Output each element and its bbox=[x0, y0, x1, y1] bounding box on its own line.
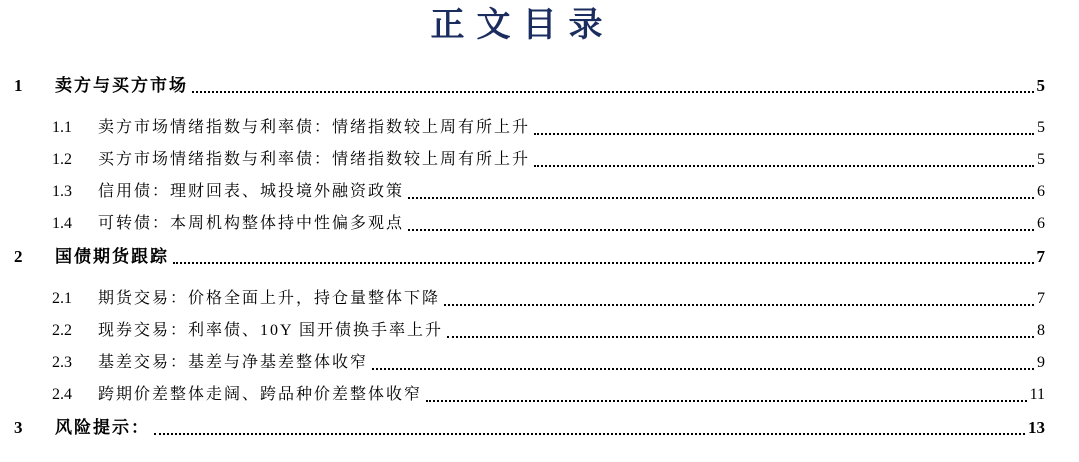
dot-leader bbox=[154, 433, 1025, 435]
toc-entry-label: 风险提示： bbox=[55, 418, 150, 437]
toc-entry-number: 1.1 bbox=[52, 119, 72, 136]
toc-entry-page: 7 bbox=[1037, 290, 1045, 307]
toc-entry-label: 卖方与买方市场 bbox=[55, 76, 188, 95]
dot-leader bbox=[408, 229, 1034, 231]
toc-entry-page: 6 bbox=[1037, 215, 1045, 232]
toc-entry[interactable] bbox=[0, 245, 1045, 268]
toc-entry-number: 1 bbox=[14, 76, 23, 95]
toc-entry-page: 11 bbox=[1029, 386, 1045, 403]
toc-entry-number: 1.2 bbox=[52, 151, 72, 168]
toc-entry[interactable] bbox=[0, 117, 1045, 139]
toc-entry-number: 2 bbox=[14, 247, 23, 266]
toc-entry-number: 1.3 bbox=[52, 183, 72, 200]
toc-entry[interactable] bbox=[0, 384, 1045, 406]
toc-entry-page: 8 bbox=[1037, 322, 1045, 339]
toc-entry-page: 7 bbox=[1036, 247, 1045, 266]
toc-entry-number: 2.2 bbox=[52, 322, 72, 339]
toc-entry[interactable] bbox=[0, 416, 1045, 439]
toc-entry-page: 5 bbox=[1037, 119, 1045, 136]
toc-entry-label: 跨期价差整体走阔、跨品种价差整体收窄 bbox=[98, 386, 423, 403]
dot-leader bbox=[447, 336, 1034, 338]
toc-entry-label: 期货交易：价格全面上升，持仓量整体下降 bbox=[98, 290, 441, 307]
toc-entry[interactable] bbox=[0, 288, 1045, 310]
dot-leader bbox=[192, 91, 1034, 93]
toc-entry-page: 9 bbox=[1037, 354, 1045, 371]
toc-entry-page: 5 bbox=[1037, 151, 1045, 168]
toc-entry-label: 基差交易：基差与净基差整体收窄 bbox=[98, 354, 369, 371]
toc-entry-label: 买方市场情绪指数与利率债：情绪指数较上周有所上升 bbox=[98, 151, 531, 168]
toc-entry-label: 国债期货跟踪 bbox=[55, 247, 169, 266]
dot-leader bbox=[534, 165, 1034, 167]
document-page bbox=[0, 4, 1079, 462]
toc-entry[interactable] bbox=[0, 213, 1045, 235]
dot-leader bbox=[408, 197, 1034, 199]
toc-entry-number: 2.3 bbox=[52, 354, 72, 371]
toc-entry[interactable] bbox=[0, 320, 1045, 342]
dot-leader bbox=[444, 304, 1034, 306]
dot-leader bbox=[173, 262, 1034, 264]
toc-entry-page: 5 bbox=[1036, 76, 1045, 95]
toc-entry[interactable] bbox=[0, 181, 1045, 203]
dot-leader bbox=[426, 400, 1027, 402]
toc-entry-label: 卖方市场情绪指数与利率债：情绪指数较上周有所上升 bbox=[98, 119, 531, 136]
toc-entry[interactable] bbox=[0, 352, 1045, 374]
toc-entry-label: 信用债：理财回表、城投境外融资政策 bbox=[98, 183, 405, 200]
toc-entry-label: 现券交易：利率债、10Y 国开债换手率上升 bbox=[98, 322, 443, 339]
toc-list bbox=[0, 74, 1045, 439]
toc-entry[interactable] bbox=[0, 74, 1045, 97]
toc-entry-number: 3 bbox=[14, 418, 23, 437]
toc-entry[interactable] bbox=[0, 149, 1045, 171]
toc-entry-page: 13 bbox=[1028, 418, 1045, 437]
toc-entry-page: 6 bbox=[1037, 183, 1045, 200]
dot-leader bbox=[534, 133, 1034, 135]
toc-entry-number: 2.1 bbox=[52, 290, 72, 307]
toc-entry-label: 可转债：本周机构整体持中性偏多观点 bbox=[98, 215, 405, 232]
page-title: 正文目录 bbox=[430, 7, 615, 44]
toc-entry-number: 2.4 bbox=[52, 386, 72, 403]
dot-leader bbox=[372, 368, 1034, 370]
toc-entry-number: 1.4 bbox=[52, 215, 72, 232]
